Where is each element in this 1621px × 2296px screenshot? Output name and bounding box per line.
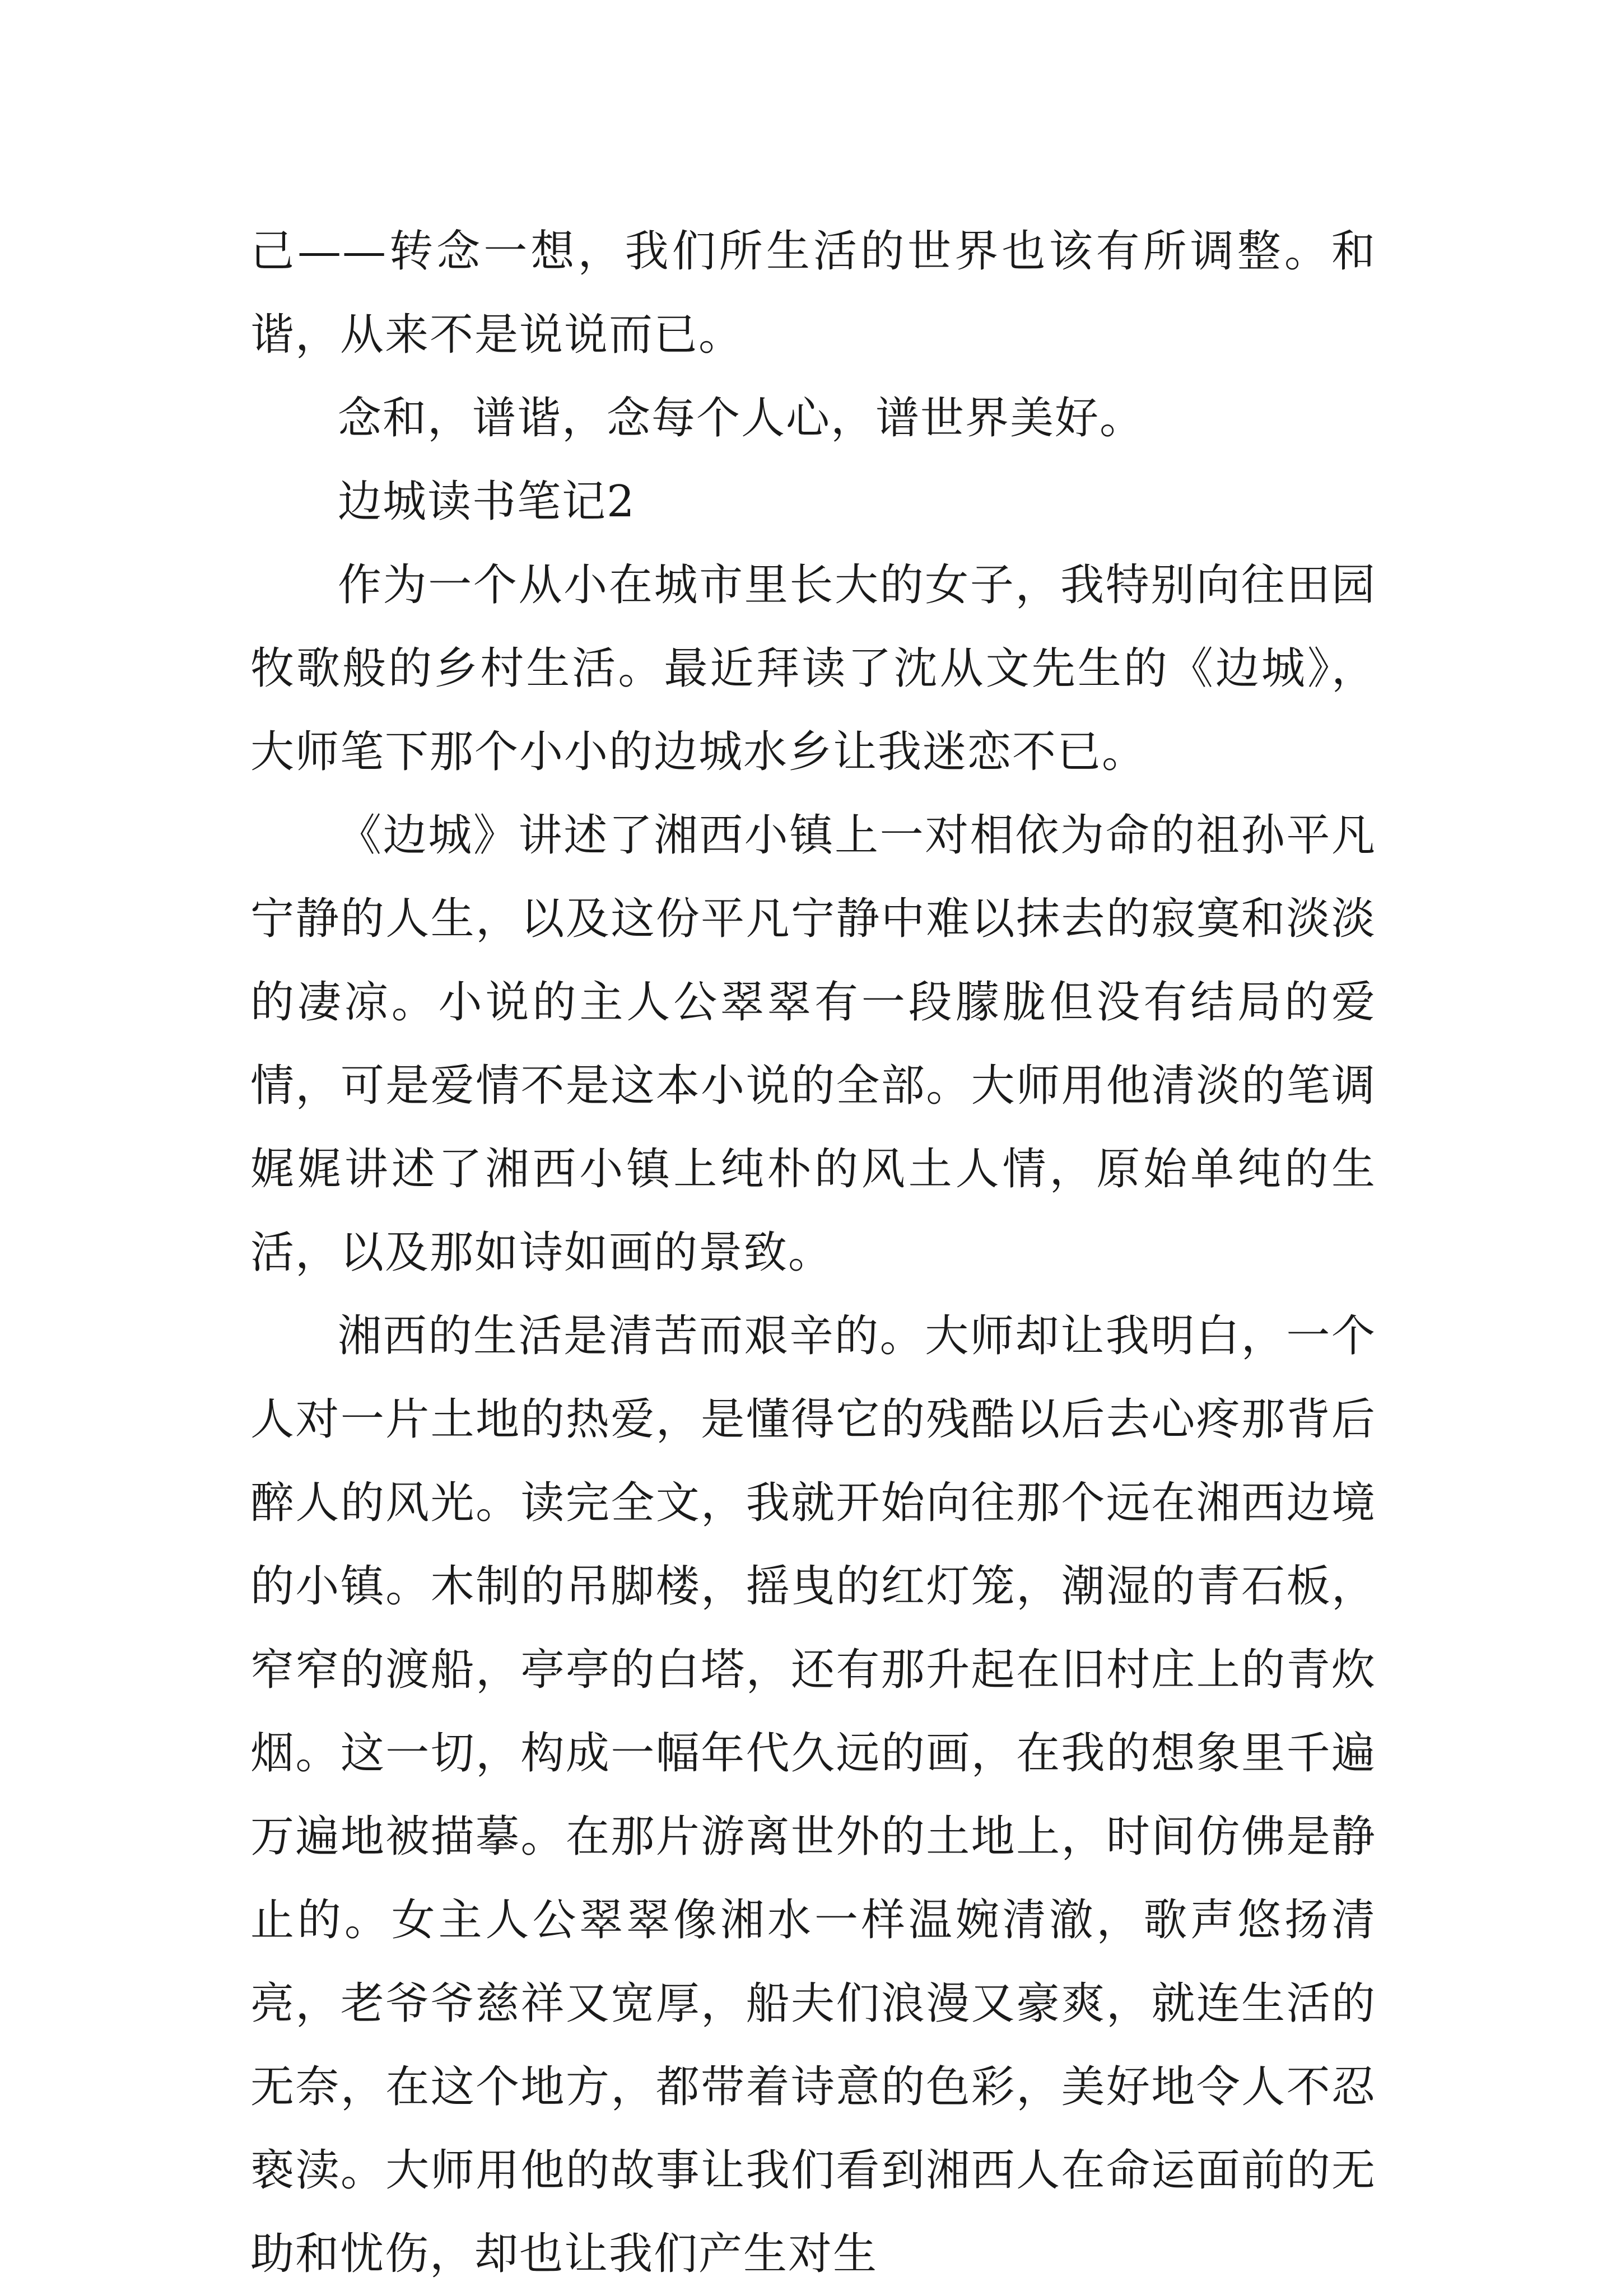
paragraph-motto: 念和，谱谐，念每个人心，谱世界美好。	[338, 393, 1145, 444]
paragraph-intro: 作为一个从小在城市里长大的女子，我特别向往田园牧歌般的乡村生活。最近拜读了沈从文先生的《边城》，大师笔下那个小小的边城水乡让我迷恋不已。	[250, 560, 1376, 777]
paragraph-continuation: 己——转念一想，我们所生活的世界也该有所调整。和谐，从来不是说说而已。	[250, 226, 1376, 360]
paragraph-reflection: 湘西的生活是清苦而艰辛的。大师却让我明白，一个人对一片土地的热爱，是懂得它的残酷以后去心疼那背后醉人的风光。读完全文，我就开始向往那个远在湘西边境的小镇。木制的吊脚楼，摇曳的红灯笼，潮湿的青石板，窄窄的渡船，亭亭的白塔，还有那升起在旧村庄上的青炊烟。这一切，构成一幅年代久远的画，在我的想象里千遍万遍地被描摹。在那片游离世外的土地上，时间仿佛是静止的。女主人公翠翠像湘水一样温婉清澈，歌声悠扬清亮，老爷爷慈祥又宽厚，船夫们浪漫又豪爽，就连生活的无奈，在这个地方，都带着诗意的色彩，美好地令人不忍亵渎。大师用他的故事让我们看到湘西人在命运面前的无助和忧伤，却也让我们产生对生	[250, 1311, 1376, 2279]
paragraph-summary: 《边城》讲述了湘西小镇上一对相依为命的祖孙平凡宁静的人生，以及这份平凡宁静中难以抹去的寂寞和淡淡的凄凉。小说的主人公翠翠有一段朦胧但没有结局的爱情，可是爱情不是这本小说的全部。大师用他清淡的笔调娓娓讲述了湘西小镇上纯朴的风土人情，原始单纯的生活，以及那如诗如画的景致。	[250, 810, 1376, 1278]
document-body	[250, 210, 1376, 2296]
section-heading: 边城读书笔记2	[338, 477, 636, 527]
